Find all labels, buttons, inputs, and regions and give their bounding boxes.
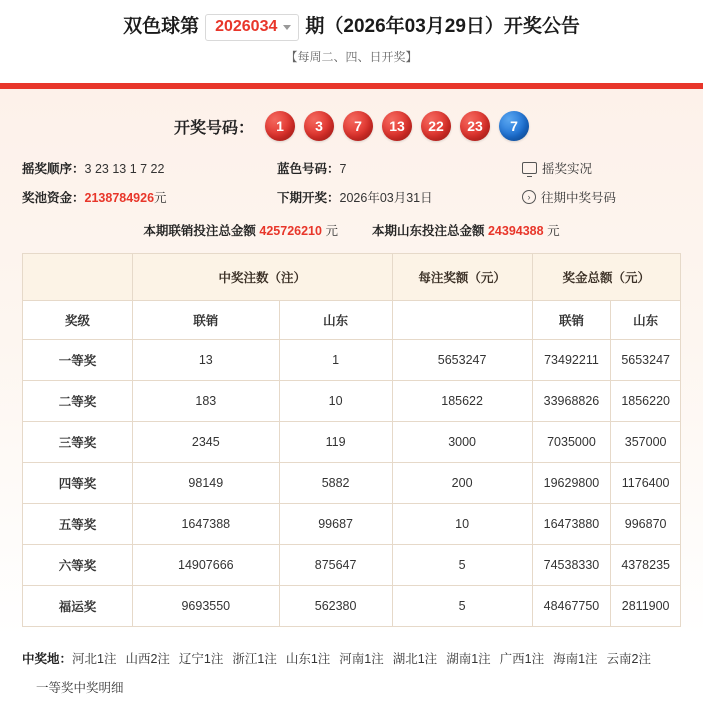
table-row xyxy=(23,422,681,463)
blue-ball: 7 xyxy=(499,111,529,141)
first-prize-detail-link[interactable]: 一等奖中奖明细 xyxy=(36,681,124,695)
prize-pool-unit: 元 xyxy=(154,191,167,205)
draw-order-label: 摇奖顺序： xyxy=(22,162,85,176)
list-item: 山西2注 xyxy=(125,652,170,666)
sum-national: 7035000 xyxy=(532,422,611,463)
prize-pool-value: 2138784926 xyxy=(84,191,155,205)
sum-local: 996870 xyxy=(611,504,681,545)
group-header-blank xyxy=(23,254,133,301)
count-national: 183 xyxy=(133,381,280,422)
count-local: 5882 xyxy=(279,463,392,504)
table-sub-header-row xyxy=(23,301,681,340)
count-national: 9693550 xyxy=(133,586,280,627)
sum-national: 74538330 xyxy=(532,545,611,586)
sum-local: 5653247 xyxy=(611,340,681,381)
count-local: 562380 xyxy=(279,586,392,627)
group-header-count: 中奖注数（注） xyxy=(133,254,393,301)
sum-national: 73492211 xyxy=(532,340,611,381)
per-prize: 185622 xyxy=(392,381,532,422)
page-title xyxy=(0,14,703,41)
prize-level: 一等奖 xyxy=(23,340,133,381)
per-prize: 5 xyxy=(392,545,532,586)
list-item: 山东1注 xyxy=(285,652,331,666)
count-local: 875647 xyxy=(279,545,392,586)
sum-national: 33968826 xyxy=(532,381,611,422)
red-ball: 1 xyxy=(265,111,295,141)
draw-schedule-subtitle: 【每周二、四、日开奖】 xyxy=(285,50,418,64)
prize-level: 五等奖 xyxy=(23,504,133,545)
table-row xyxy=(23,463,681,504)
sum-local: 1176400 xyxy=(611,463,681,504)
sub-header-level: 奖级 xyxy=(23,301,133,340)
sum-local: 1856220 xyxy=(611,381,681,422)
info-row-order xyxy=(22,159,681,177)
monitor-icon xyxy=(522,162,537,174)
table-group-header-row xyxy=(23,254,681,301)
red-ball: 13 xyxy=(382,111,412,141)
prize-pool-label: 奖池资金： xyxy=(22,191,85,205)
sum-national: 16473880 xyxy=(532,504,611,545)
list-item: 广西1注 xyxy=(499,652,545,666)
count-national: 1647388 xyxy=(133,504,280,545)
table-row xyxy=(23,545,681,586)
blue-number-label: 蓝色号码： xyxy=(277,162,340,176)
prize-table xyxy=(22,253,681,627)
list-item: 海南1注 xyxy=(553,652,598,666)
local-sales-label: 本期山东投注总金额 xyxy=(371,224,485,238)
winner-locations-section xyxy=(0,637,703,700)
per-prize: 5 xyxy=(392,586,532,627)
national-sales-value: 425726210 xyxy=(259,224,322,238)
red-ball: 23 xyxy=(460,111,490,141)
count-national: 98149 xyxy=(133,463,280,504)
list-item: 浙江1注 xyxy=(232,652,277,666)
next-draw-value: 2026年03月31日 xyxy=(339,191,433,205)
sum-national: 19629800 xyxy=(532,463,611,504)
arrow-right-circle-icon: › xyxy=(522,190,536,204)
live-draw-label: 摇奖实况 xyxy=(542,162,593,176)
count-national: 14907666 xyxy=(133,545,280,586)
sum-local: 4378235 xyxy=(611,545,681,586)
per-prize: 5653247 xyxy=(392,340,532,381)
group-header-total: 奖金总额（元） xyxy=(532,254,680,301)
sub-header-count-local: 山东 xyxy=(279,301,392,340)
draw-info-panel xyxy=(0,89,703,637)
period-selector[interactable] xyxy=(205,14,299,41)
sub-header-total-local: 山东 xyxy=(611,301,681,340)
sub-header-total-national: 联销 xyxy=(532,301,611,340)
chevron-down-icon xyxy=(283,25,291,30)
national-sales-unit: 元 xyxy=(325,224,338,238)
draw-order-value: 3 23 13 1 7 22 xyxy=(84,162,165,176)
table-row xyxy=(23,504,681,545)
prize-pool-cell xyxy=(22,188,277,206)
title-suffix: 期（2026年03月29日）开奖公告 xyxy=(305,16,580,38)
prize-level: 六等奖 xyxy=(23,545,133,586)
sub-header-count-national: 联销 xyxy=(133,301,280,340)
count-local: 99687 xyxy=(279,504,392,545)
info-row-pool xyxy=(22,188,681,206)
history-numbers-link[interactable] xyxy=(522,188,681,206)
winner-locations-label: 中奖地： xyxy=(22,652,73,666)
table-row xyxy=(23,340,681,381)
blue-number-value: 7 xyxy=(339,162,347,176)
national-sales-label: 本期联销投注总金额 xyxy=(143,224,256,238)
draw-order-cell xyxy=(22,159,277,177)
count-local: 1 xyxy=(279,340,392,381)
sum-national: 48467750 xyxy=(532,586,611,627)
count-local: 10 xyxy=(279,381,392,422)
local-sales-total xyxy=(372,221,560,239)
history-numbers-label: 往期中奖号码 xyxy=(541,191,617,205)
prize-level: 四等奖 xyxy=(23,463,133,504)
prize-level: 二等奖 xyxy=(23,381,133,422)
next-draw-cell xyxy=(277,188,522,206)
sum-local: 357000 xyxy=(611,422,681,463)
table-row xyxy=(23,381,681,422)
local-sales-unit: 元 xyxy=(547,224,560,238)
page-header xyxy=(0,0,703,73)
red-ball: 22 xyxy=(421,111,451,141)
sum-local: 2811900 xyxy=(611,586,681,627)
draw-details xyxy=(22,159,681,253)
per-prize: 10 xyxy=(392,504,532,545)
list-item: 湖南1注 xyxy=(446,652,491,666)
red-ball: 3 xyxy=(304,111,334,141)
winning-numbers-row xyxy=(22,89,681,159)
count-national: 2345 xyxy=(133,422,280,463)
list-item: 云南2注 xyxy=(606,652,651,666)
per-prize: 3000 xyxy=(392,422,532,463)
title-prefix: 双色球第 xyxy=(123,16,200,38)
red-ball: 7 xyxy=(343,111,373,141)
winner-locations-list xyxy=(72,652,660,666)
next-draw-label: 下期开奖： xyxy=(277,191,340,205)
count-national: 13 xyxy=(133,340,280,381)
period-value: 2026034 xyxy=(215,18,278,36)
national-sales-total xyxy=(143,221,338,239)
live-draw-link[interactable] xyxy=(522,159,681,177)
winner-locations-line xyxy=(22,649,681,667)
table-row xyxy=(23,586,681,627)
list-item: 辽宁1注 xyxy=(178,652,224,666)
count-local: 119 xyxy=(279,422,392,463)
per-prize: 200 xyxy=(392,463,532,504)
winning-numbers-label: 开奖号码： xyxy=(173,119,254,137)
prize-level: 三等奖 xyxy=(23,422,133,463)
list-item: 河北1注 xyxy=(72,652,117,666)
blue-number-cell xyxy=(277,159,522,177)
prize-level: 福运奖 xyxy=(23,586,133,627)
group-header-per-prize: 每注奖额（元） xyxy=(392,254,532,301)
sub-header-per-prize-blank xyxy=(392,301,532,340)
totals-row xyxy=(22,217,681,253)
list-item: 河南1注 xyxy=(339,652,384,666)
local-sales-value: 24394388 xyxy=(487,224,544,238)
list-item: 湖北1注 xyxy=(392,652,438,666)
